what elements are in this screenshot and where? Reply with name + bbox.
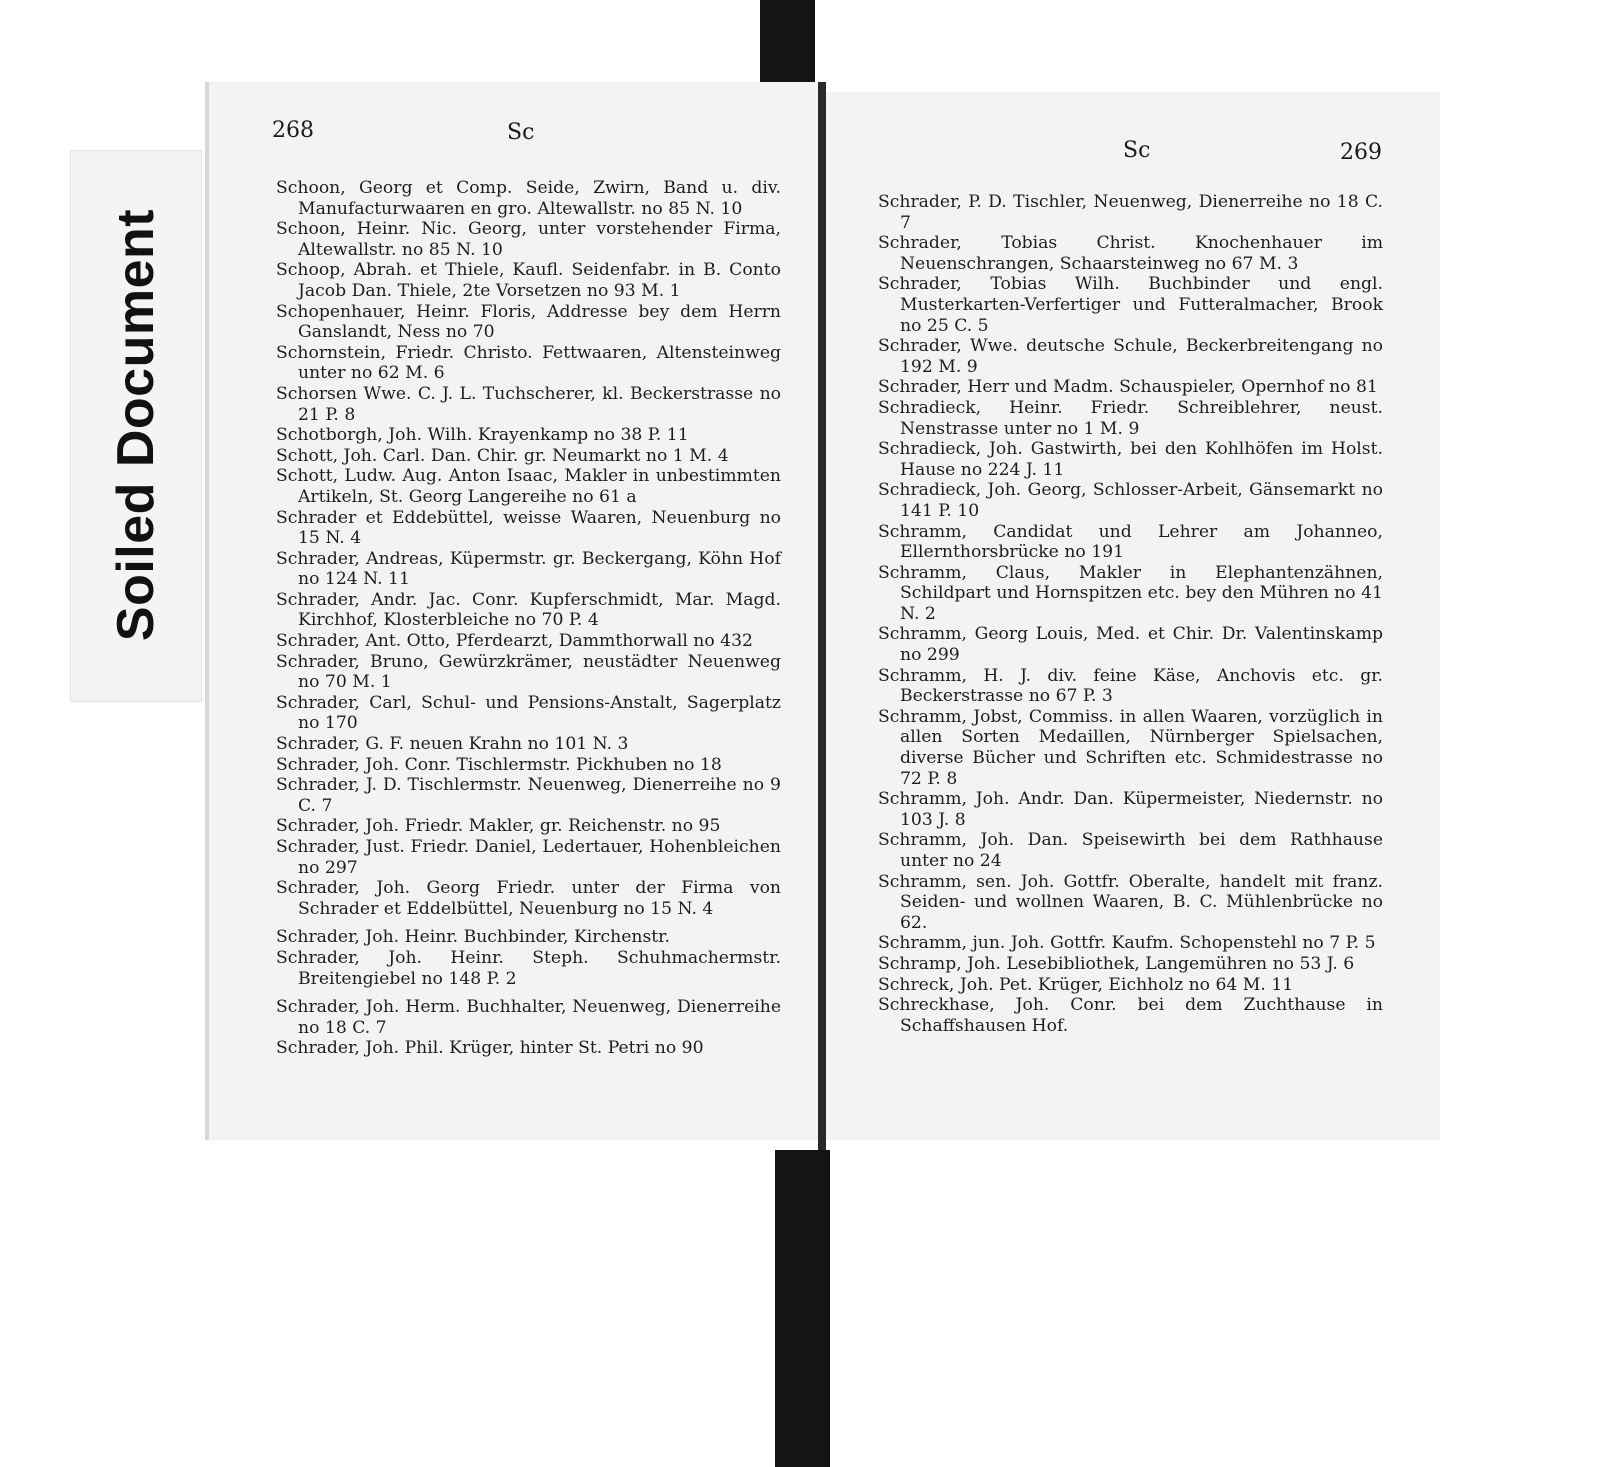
directory-entry: Schrader, Joh. Heinr. Steph. Schuhmachermstr. Breitengiebel no 148 P. 2 <box>276 947 781 989</box>
left-page-number: 268 <box>272 118 314 143</box>
directory-entry: Schreckhase, Joh. Conr. bei dem Zuchthause in Schaffshausen Hof. <box>878 995 1383 1036</box>
directory-entry: Schrader et Eddebüttel, weisse Waaren, Neuenburg no 15 N. 4 <box>276 507 781 549</box>
directory-entry: Schopenhauer, Heinr. Floris, Addresse bey dem Herrn Ganslandt, Ness no 70 <box>276 301 781 343</box>
right-page-header: Sc <box>1123 138 1151 163</box>
directory-entry: Schott, Joh. Carl. Dan. Chir. gr. Neumarkt no 1 M. 4 <box>276 445 729 466</box>
directory-entry: Schramm, Jobst, Commiss. in allen Waaren, vorzüglich in allen Sorten Medaillen, Nürnberger Spielsachen, diverse Bücher und Schriften etc. Schmidestrasse no 72 P. 8 <box>878 706 1383 789</box>
directory-entry: Schramm, Joh. Dan. Speisewirth bei dem Rathhause unter no 24 <box>878 830 1383 871</box>
directory-entry: Schramm, H. J. div. feine Käse, Anchovis etc. gr. Beckerstrasse no 67 P. 3 <box>878 665 1383 707</box>
directory-entry: Schotborgh, Joh. Wilh. Krayenkamp no 38 P. 11 <box>276 425 689 446</box>
directory-entry: Schrader, Andr. Jac. Conr. Kupferschmidt, Mar. Magd. Kirchhof, Klosterbleiche no 70 P. 4 <box>276 589 781 631</box>
directory-entry: Schrader, Tobias Wilh. Buchbinder und engl. Musterkarten-Verfertiger und Futteralmacher, Brook no 25 C. 5 <box>878 274 1383 336</box>
directory-entry: Schoop, Abrah. et Thiele, Kaufl. Seidenfabr. in B. Conto Jacob Dan. Thiele, 2te Vorsetzen no 93 M. 1 <box>276 260 781 301</box>
directory-entry: Schramm, sen. Joh. Gottfr. Oberalte, handelt mit franz. Seiden- und wollnen Waaren, B. C. Mühlenbrücke no 62. <box>878 871 1383 933</box>
directory-entry: Schradieck, Heinr. Friedr. Schreiblehrer, neust. Nenstrasse unter no 1 M. 9 <box>878 397 1383 439</box>
directory-entry: Schramm, Joh. Andr. Dan. Küpermeister, Niedernstr. no 103 J. 8 <box>878 789 1383 830</box>
directory-entry: Schrader, Joh. Friedr. Makler, gr. Reichenstr. no 95 <box>276 816 721 837</box>
directory-entry: Schrader, Wwe. deutsche Schule, Beckerbreitengang no 192 M. 9 <box>878 336 1383 377</box>
directory-entry: Schradieck, Joh. Georg, Schlosser-Arbeit, Gänsemarkt no 141 P. 10 <box>878 480 1383 521</box>
directory-entry: Schradieck, Joh. Gastwirth, bei den Kohlhöfen im Holst. Hause no 224 J. 11 <box>878 439 1383 480</box>
directory-entry: Schreck, Joh. Pet. Krüger, Eichholz no 64 M. 11 <box>878 974 1294 995</box>
left-page-header: Sc <box>507 120 535 145</box>
directory-entry: Schrader, Just. Friedr. Daniel, Ledertauer, Hohenbleichen no 297 <box>276 837 781 878</box>
directory-entry: Schorsen Wwe. C. J. L. Tuchscherer, kl. Beckerstrasse no 21 P. 8 <box>276 383 781 425</box>
directory-entry: Schrader, Tobias Christ. Knochenhauer im Neuenschrangen, Schaarsteinweg no 67 M. 3 <box>878 233 1383 274</box>
directory-entry: Schrader, J. D. Tischlermstr. Neuenweg, Dienerreihe no 9 C. 7 <box>276 775 781 816</box>
directory-entry: Schrader, P. D. Tischler, Neuenweg, Dienerreihe no 18 C. 7 <box>878 192 1383 233</box>
directory-entry: Schoon, Georg et Comp. Seide, Zwirn, Band u. div. Manufacturwaaren en gro. Altewallstr. no 85 N. 10 <box>276 178 781 219</box>
directory-entry: Schramm, Candidat und Lehrer am Johanneo, Ellernthorsbrücke no 191 <box>878 521 1383 563</box>
directory-entry: Schrader, Carl, Schul- und Pensions-Anstalt, Sagerplatz no 170 <box>276 692 781 734</box>
directory-entry: Schrader, Joh. Heinr. Buchbinder, Kirchenstr. <box>276 927 670 948</box>
directory-entry: Schrader, Joh. Herm. Buchhalter, Neuenweg, Dienerreihe no 18 C. 7 <box>276 997 781 1038</box>
directory-entry: Schramp, Joh. Lesebibliothek, Langemühren no 53 J. 6 <box>878 953 1355 974</box>
directory-entry: Schrader, Bruno, Gewürzkrämer, neustädter Neuenweg no 70 M. 1 <box>276 651 781 693</box>
directory-entry: Schoon, Heinr. Nic. Georg, unter vorstehender Firma, Altewallstr. no 85 N. 10 <box>276 219 781 260</box>
directory-entry: Schrader, Joh. Phil. Krüger, hinter St. Petri no 90 <box>276 1038 704 1059</box>
directory-entry: Schramm, Georg Louis, Med. et Chir. Dr. Valentinskamp no 299 <box>878 624 1383 666</box>
directory-entry: Schrader, Ant. Otto, Pferdearzt, Dammthorwall no 432 <box>276 631 753 652</box>
directory-entry: Schramm, jun. Joh. Gottfr. Kaufm. Schopenstehl no 7 P. 5 <box>878 933 1376 954</box>
directory-entry: Schrader, G. F. neuen Krahn no 101 N. 3 <box>276 734 629 755</box>
binding-strip-bottom <box>775 1150 830 1467</box>
binding-strip-top <box>760 0 815 92</box>
book-gutter <box>818 82 826 1150</box>
directory-entry: Schrader, Joh. Conr. Tischlermstr. Pickhuben no 18 <box>276 754 722 775</box>
left-entry-list <box>276 178 781 1059</box>
right-entry-list <box>878 192 1383 1036</box>
directory-entry: Schrader, Herr und Madm. Schauspieler, Opernhof no 81 <box>878 377 1378 398</box>
directory-entry: Schrader, Andreas, Küpermstr. gr. Beckergang, Köhn Hof no 124 N. 11 <box>276 548 781 590</box>
directory-entry: Schramm, Claus, Makler in Elephantenzähnen, Schildpart und Hornspitzen etc. bey den Mühren no 41 N. 2 <box>878 562 1383 624</box>
soiled-document-label: Soiled Document <box>107 208 165 642</box>
directory-entry: Schrader, Joh. Georg Friedr. unter der Firma von Schrader et Eddelbüttel, Neuenburg no 15 N. 4 <box>276 878 781 919</box>
right-page-number: 269 <box>1340 140 1382 165</box>
directory-entry: Schornstein, Friedr. Christo. Fettwaaren, Altensteinweg unter no 62 M. 6 <box>276 342 781 384</box>
directory-entry: Schott, Ludw. Aug. Anton Isaac, Makler in unbestimmten Artikeln, St. Georg Langereihe no 61 a <box>276 466 781 507</box>
